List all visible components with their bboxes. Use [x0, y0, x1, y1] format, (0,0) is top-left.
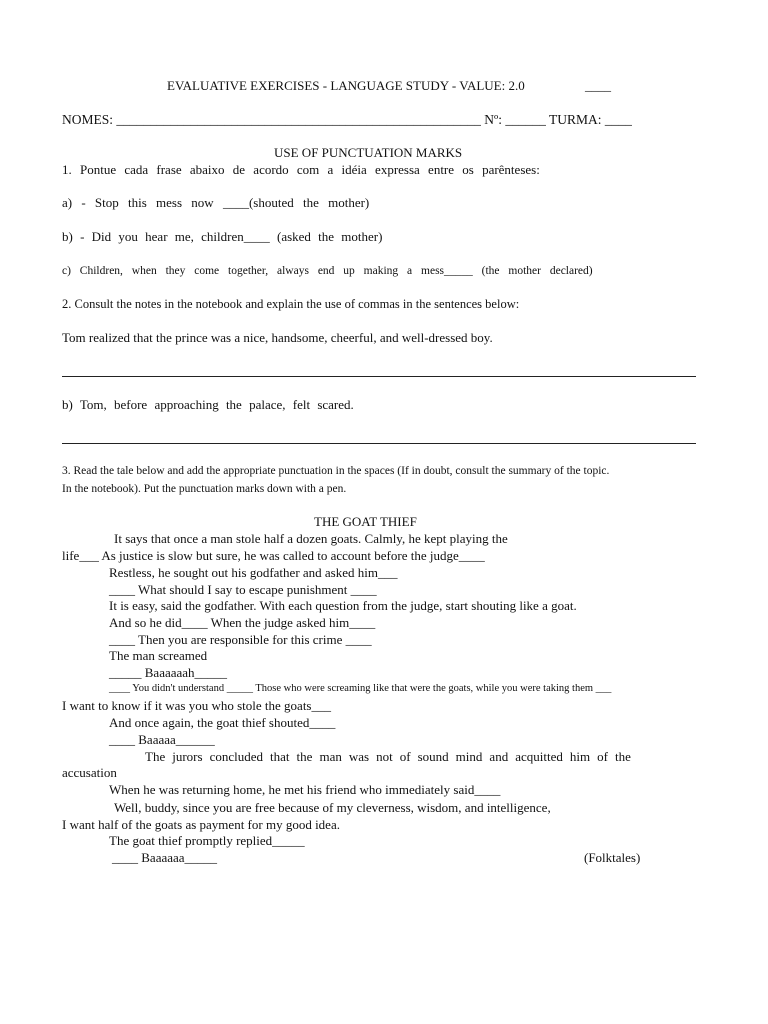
story-line: It is easy, said the godfather. With each question from the judge, start shouting like a goat.: [109, 598, 577, 613]
q1-item-c: c) Children, when they come together, always end up making a mess_____ (the mother declared): [62, 265, 593, 277]
story-line: And so he did____ When the judge asked him____: [109, 615, 376, 630]
story-line: ____ You didn't understand _____ Those who were screaming like that were the goats, while you were taking them ___: [109, 683, 612, 694]
story-line: When he was returning home, he met his friend who immediately said____: [109, 782, 501, 797]
worksheet-title: EVALUATIVE EXERCISES - LANGUAGE STUDY - VALUE: 2.0: [167, 78, 525, 93]
q3-prompt-line1: 3. Read the tale below and add the appropriate punctuation in the spaces (If in doubt, consult the summary of the topic.: [62, 465, 610, 477]
story-source: (Folktales): [584, 850, 641, 865]
story-line: I want half of the goats as payment for my good idea.: [62, 817, 340, 832]
story-line: Restless, he sought out his godfather and asked him___: [109, 565, 398, 580]
story-line: ____ Baaaaaa_____: [112, 850, 218, 865]
story-line: _____ Baaaaaah_____: [109, 665, 228, 680]
q1-item-b: b) - Did you hear me, children____ (asked the mother): [62, 229, 383, 244]
story-line: I want to know if it was you who stole the goats___: [62, 698, 331, 713]
q1-item-a: a) - Stop this mess now ____(shouted the mother): [62, 195, 370, 210]
q1-prompt: 1. Pontue cada frase abaixo de acordo com a idéia expressa entre os parênteses:: [62, 162, 540, 177]
section-title: USE OF PUNCTUATION MARKS: [274, 145, 463, 160]
story-line: The jurors concluded that the man was not of sound mind and acquitted him of the: [145, 749, 631, 764]
answer-line-a: [62, 376, 696, 377]
grade-blank: ____: [585, 78, 611, 93]
story-line: ____ What should I say to escape punishment ____: [109, 582, 377, 597]
story-line: ____ Baaaaa______: [109, 732, 215, 747]
q2-prompt: 2. Consult the notes in the notebook and explain the use of commas in the sentences below:: [62, 297, 520, 311]
story-line: ____ Then you are responsible for this crime ____: [109, 632, 372, 647]
answer-line-b: [62, 443, 696, 444]
names-line: NOMES: ______________________________________________________ Nº: ______ TURMA: ____: [62, 112, 632, 127]
q3-prompt-line2: In the notebook). Put the punctuation marks down with a pen.: [62, 483, 347, 495]
story-line: It says that once a man stole half a dozen goats. Calmly, he kept playing the: [114, 531, 508, 546]
q2-sentence-b: b) Tom, before approaching the palace, felt scared.: [62, 397, 354, 412]
story-line: accusation: [62, 765, 117, 780]
story-line: The man screamed: [109, 648, 208, 663]
story-line: Well, buddy, since you are free because of my cleverness, wisdom, and intelligence,: [114, 800, 551, 815]
story-line: And once again, the goat thief shouted____: [109, 715, 336, 730]
story-line: life___ As justice is slow but sure, he was called to account before the judge____: [62, 548, 485, 563]
story-title: THE GOAT THIEF: [314, 514, 417, 529]
q2-sentence-a: Tom realized that the prince was a nice, handsome, cheerful, and well-dressed boy.: [62, 330, 493, 345]
story-line: The goat thief promptly replied_____: [109, 833, 305, 848]
